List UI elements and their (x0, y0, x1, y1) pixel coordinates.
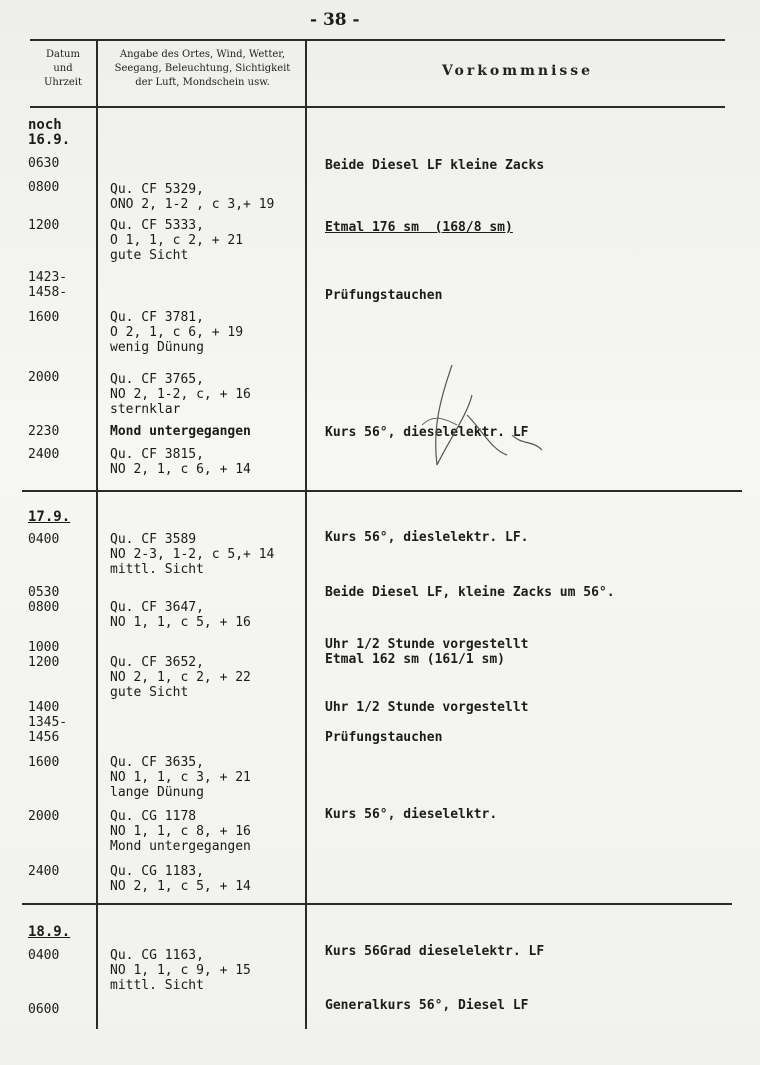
header-date-time: Datum und Uhrzeit (43, 49, 83, 88)
day-date: 18.9. (28, 924, 71, 940)
entry-place: Qu. CF 3781, O 2, 1, c 6, + 19 wenig Dünung (110, 310, 244, 355)
entry-event: Generalkurs 56°, Diesel LF (325, 998, 529, 1013)
entry-place: Qu. CF 5333, O 1, 1, c 2, + 21 gute Sicht (110, 218, 244, 263)
header-top-rule (30, 39, 725, 41)
day-date: noch 16.9. (28, 117, 71, 148)
page-number: - 38 - (310, 10, 360, 30)
day-date: 17.9. (28, 509, 71, 525)
day-separator-1 (22, 490, 742, 492)
entry-time: 1400 1345- 1456 (28, 700, 68, 745)
entry-time: 2400 (28, 447, 60, 462)
entry-event: Kurs 56Grad dieselelektr. LF (325, 944, 545, 959)
entry-place: Qu. CG 1178 NO 1, 1, c 8, + 16 Mond untergegangen (110, 809, 251, 854)
entry-place: Qu. CF 3652, NO 2, 1, c 2, + 22 gute Sicht (110, 655, 251, 700)
entry-place: Qu. CF 5329, ONO 2, 1-2 , c 3,+ 19 (110, 182, 275, 212)
column-divider-2 (305, 39, 307, 1029)
column-divider-1 (96, 39, 98, 1029)
entry-time: 0630 (28, 156, 60, 171)
entry-time: 0530 0800 (28, 585, 60, 615)
entry-event: Kurs 56°, dieslelektr. LF. (325, 530, 529, 545)
entry-time: 2000 (28, 370, 60, 385)
entry-time: 2230 (28, 424, 60, 439)
entry-place: Qu. CF 3635, NO 1, 1, c 3, + 21 lange Dünung (110, 755, 251, 800)
entry-event: Etmal 176 sm (168/8 sm) (325, 220, 513, 235)
entry-place: Qu. CF 3589 NO 2-3, 1-2, c 5,+ 14 mittl. Sicht (110, 532, 275, 577)
entry-time: 0600 (28, 1002, 60, 1017)
entry-time: 1000 1200 (28, 640, 60, 670)
entry-time: 1600 (28, 755, 60, 770)
entry-event: Kurs 56°, dieselelektr. LF (325, 425, 529, 440)
day-separator-2 (22, 903, 732, 905)
entry-event: Beide Diesel LF, kleine Zacks um 56°. (325, 585, 615, 600)
entry-time: 2000 (28, 809, 60, 824)
header-bottom-rule (30, 106, 725, 108)
header-events: Vorkommnisse (441, 63, 594, 79)
entry-event: Prüfungstauchen (325, 288, 443, 303)
entry-event: Uhr 1/2 Stunde vorgestellt Etmal 162 sm (161/1 sm) (325, 637, 529, 667)
entry-time: 0400 (28, 948, 60, 963)
entry-place: Qu. CF 3815, NO 2, 1, c 6, + 14 (110, 447, 251, 477)
entry-time: 1423- 1458- (28, 270, 68, 300)
entry-time: 1600 (28, 310, 60, 325)
entry-place: Qu. CF 3647, NO 1, 1, c 5, + 16 (110, 600, 251, 630)
entry-place: Mond untergegangen (110, 424, 251, 439)
entry-time: 0800 (28, 180, 60, 195)
entry-place: Qu. CF 3765, NO 2, 1-2, c, + 16 sternklar (110, 372, 251, 417)
entry-event: Uhr 1/2 Stunde vorgestellt Prüfungstauchen (325, 700, 529, 745)
header-place-weather: Angabe des Ortes, Wind, Wetter, Seegang, Beleuchtung, Sichtigkeit der Luft, Mondschein usw. (114, 49, 291, 88)
entry-event: Beide Diesel LF kleine Zacks (325, 158, 545, 173)
entry-place: Qu. CG 1183, NO 2, 1, c 5, + 14 (110, 864, 251, 894)
entry-time: 1200 (28, 218, 60, 233)
handwritten-mark (412, 355, 552, 495)
entry-event: Kurs 56°, dieselelktr. (325, 807, 498, 822)
entry-time: 2400 (28, 864, 60, 879)
entry-place: Qu. CG 1163, NO 1, 1, c 9, + 15 mittl. Sicht (110, 948, 251, 993)
entry-time: 0400 (28, 532, 60, 547)
